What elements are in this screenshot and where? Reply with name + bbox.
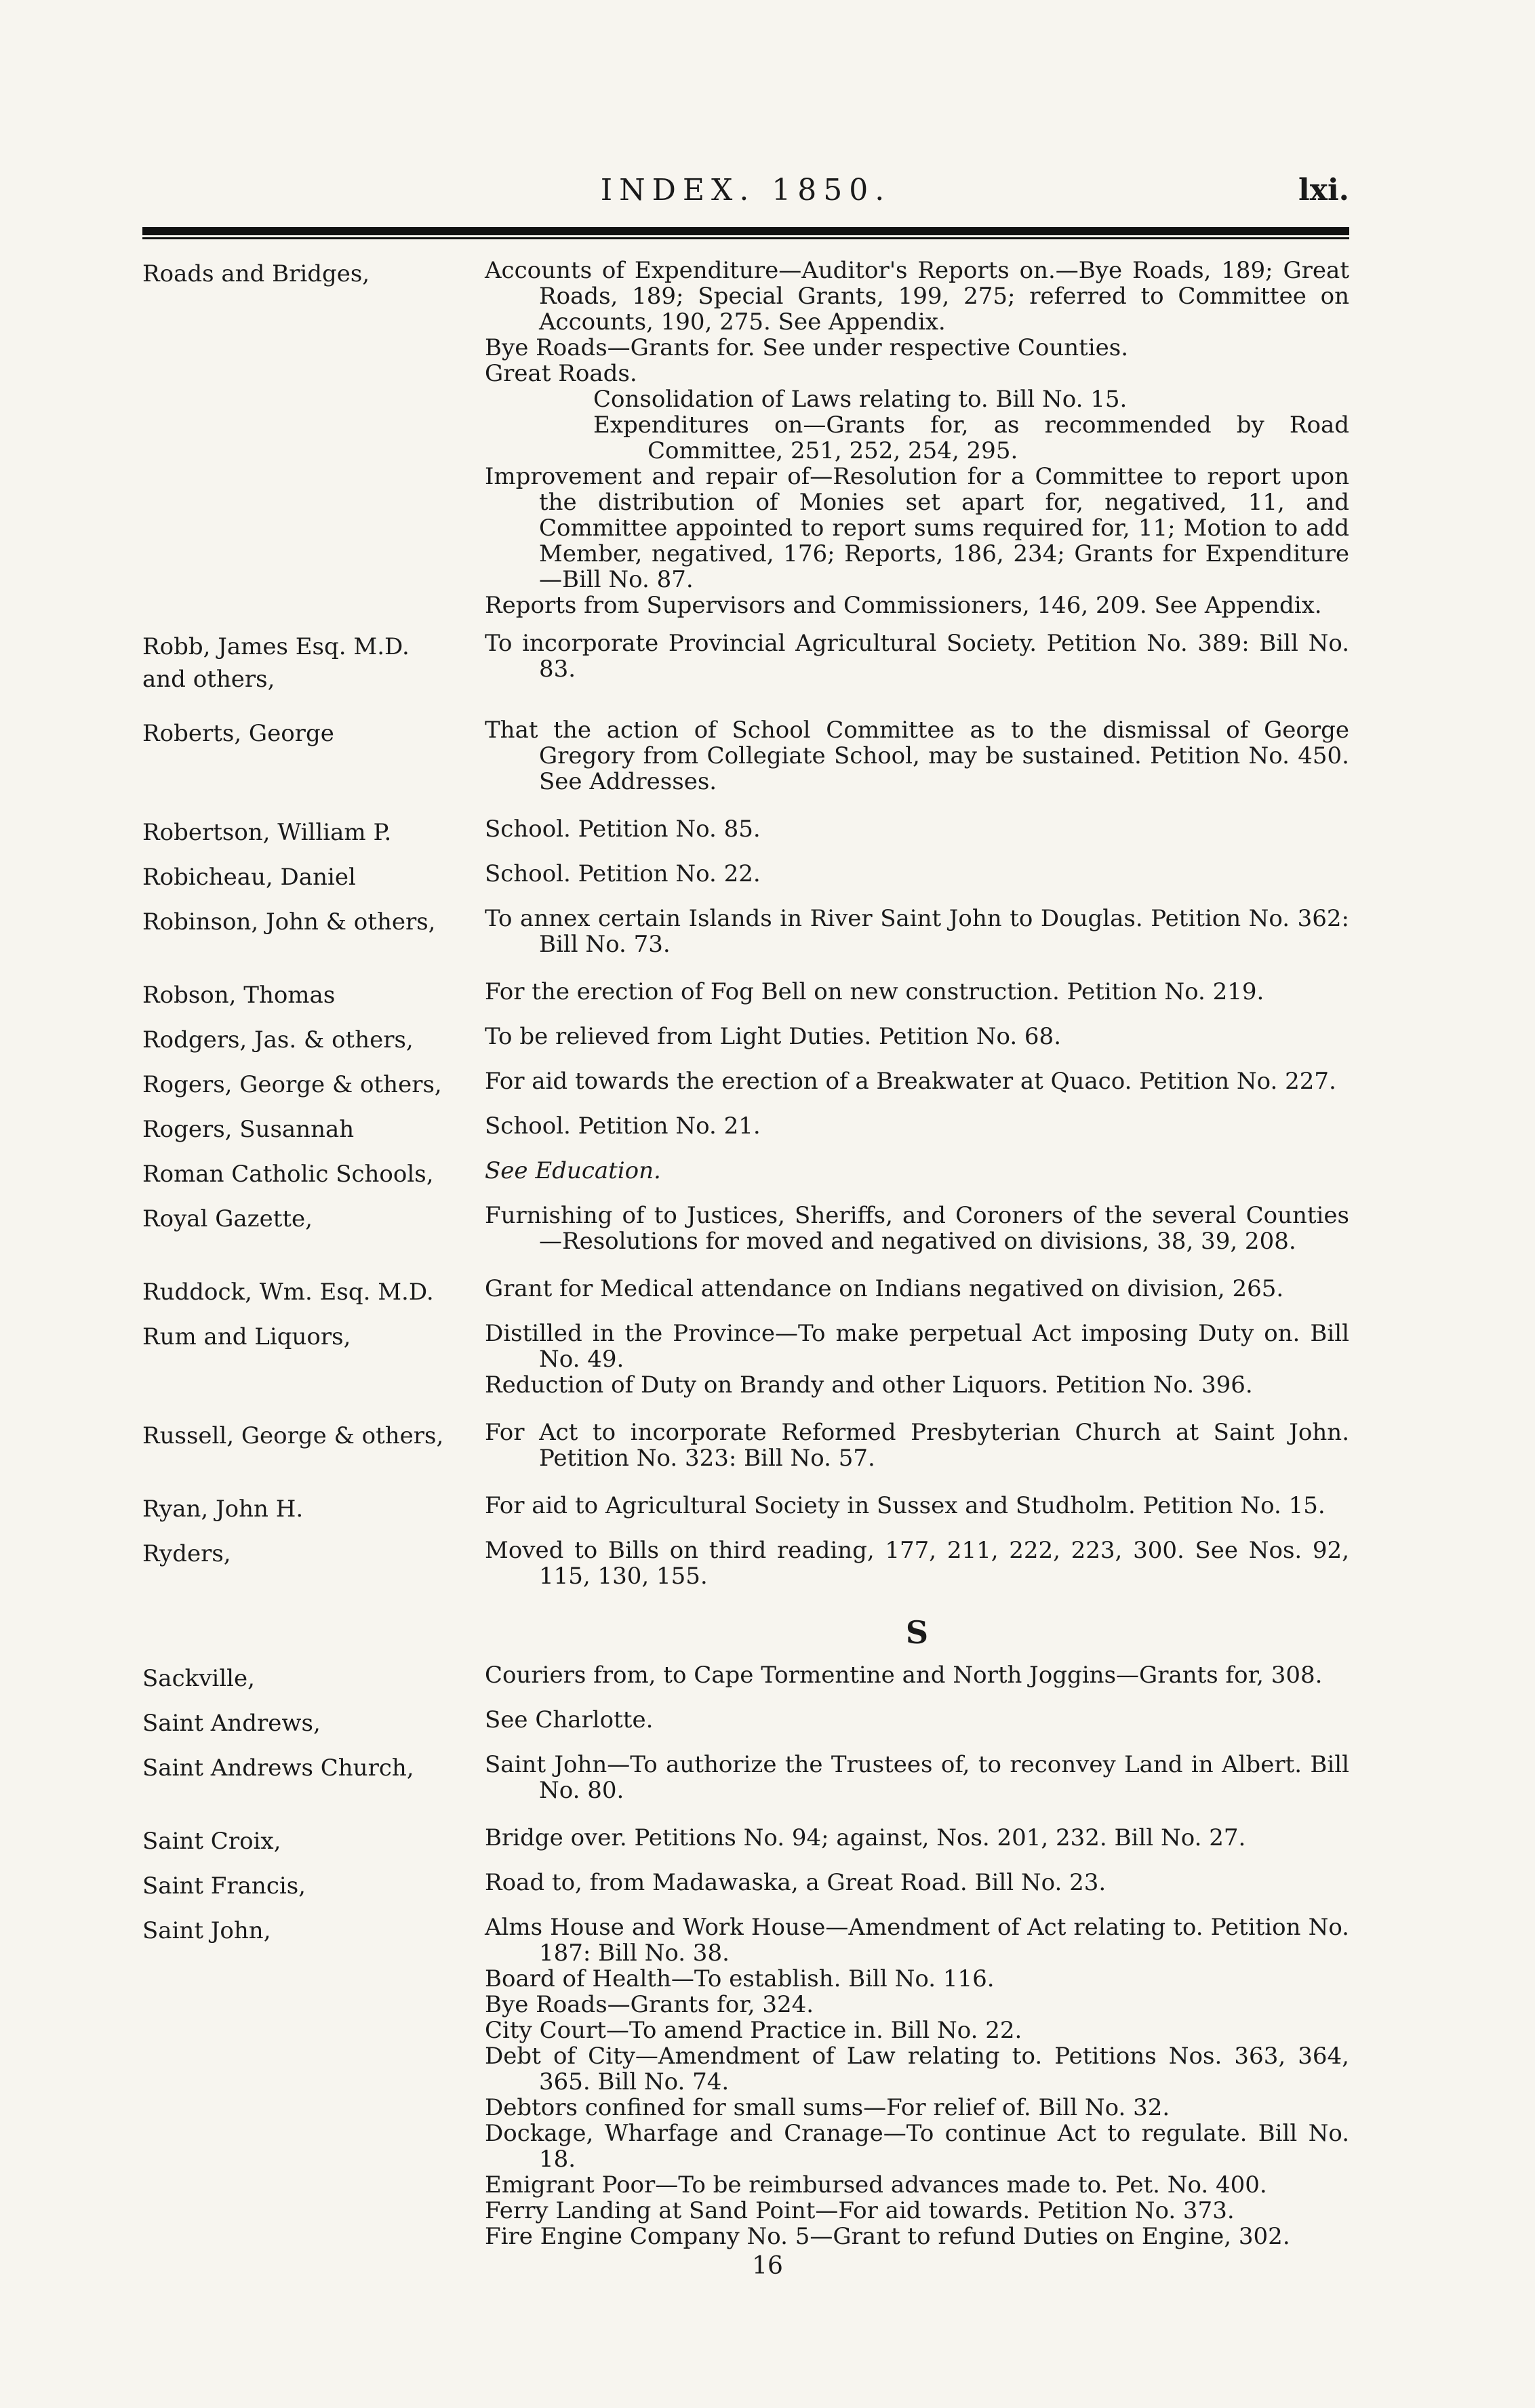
entry-body bbox=[485, 1321, 1349, 1398]
entry-line: Moved to Bills on third reading, 177, 211, 222, 223, 300. See Nos. 92, 115, 130, 155. bbox=[485, 1537, 1349, 1590]
page-title: INDEX. 1850. bbox=[600, 173, 892, 207]
entry-line: Couriers from, to Cape Tormentine and North Joggins—Grants for, 308. bbox=[485, 1662, 1323, 1689]
entry-body bbox=[485, 1203, 1349, 1254]
entry-body bbox=[485, 816, 1349, 849]
entry-body bbox=[485, 1662, 1349, 1695]
entry-line: Great Roads. bbox=[485, 360, 637, 387]
entry-name: Robicheau, Daniel bbox=[142, 864, 356, 891]
entry-body bbox=[485, 979, 1349, 1011]
entry-line: Board of Health—To establish. Bill No. 116. bbox=[485, 1965, 995, 1992]
index-entry-robinson bbox=[142, 906, 1349, 957]
entry-line: School. Petition No. 22. bbox=[485, 860, 761, 887]
entry-line: School. Petition No. 21. bbox=[485, 1112, 761, 1140]
entry-body bbox=[485, 1420, 1349, 1471]
entry-body bbox=[485, 1158, 1349, 1190]
index-entry-royal-gazette bbox=[142, 1203, 1349, 1254]
section-letter: S bbox=[905, 1614, 929, 1651]
entry-body bbox=[485, 1752, 1349, 1803]
index-entries bbox=[142, 258, 1349, 2249]
index-entry-rogers-susannah bbox=[142, 1113, 1349, 1146]
index-entry-rum-and-liquors bbox=[142, 1321, 1349, 1398]
entry-line: Ferry Landing at Sand Point—For aid towards. Petition No. 373. bbox=[485, 2197, 1235, 2224]
index-entry-ryders bbox=[142, 1538, 1349, 1589]
entry-name: Roberts, George bbox=[142, 720, 334, 747]
entry-name: Ryan, John H. bbox=[142, 1496, 304, 1523]
running-header bbox=[142, 173, 1349, 220]
entry-name: Royal Gazette, bbox=[142, 1205, 313, 1232]
entry-line: For aid to Agricultural Society in Sussex and Studholm. Petition No. 15. bbox=[485, 1492, 1325, 1519]
page-number: lxi. bbox=[1298, 173, 1349, 207]
signature-mark: 16 bbox=[752, 2252, 783, 2280]
entry-line: City Court—To amend Practice in. Bill No. 22. bbox=[485, 2017, 1022, 2044]
entry-line: Alms House and Work House—Amendment of Act relating to. Petition No. 187: Bill No. 38. bbox=[485, 1914, 1349, 1967]
entry-body bbox=[485, 630, 1349, 696]
entry-name: Sackville, bbox=[142, 1665, 255, 1692]
entry-subline: Expenditures on—Grants for, as recommended by Road Committee, 251, 252, 254, 295. bbox=[593, 412, 1349, 464]
entry-name: Robertson, William P. bbox=[142, 819, 392, 846]
entry-name: Rogers, George & others, bbox=[142, 1071, 442, 1098]
entry-body bbox=[485, 1538, 1349, 1589]
entry-subline: Consolidation of Laws relating to. Bill No. 15. bbox=[593, 386, 1128, 413]
entry-body bbox=[485, 258, 1349, 618]
entry-name: Robinson, John & others, bbox=[142, 908, 436, 936]
entry-body bbox=[485, 1113, 1349, 1146]
entry-line: See Education. bbox=[485, 1157, 661, 1184]
entry-line: Bye Roads—Grants for. See under respective Counties. bbox=[485, 334, 1129, 361]
entry-line: Furnishing of to Justices, Sheriffs, and Coroners of the several Counties—Resolutions for moved and negatived on divisions, 38, 39, 208. bbox=[485, 1202, 1349, 1255]
index-entry-saint-andrews bbox=[142, 1707, 1349, 1740]
index-entry-roman-catholic-schools bbox=[142, 1158, 1349, 1190]
entry-line: Distilled in the Province—To make perpetual Act imposing Duty on. Bill No. 49. bbox=[485, 1320, 1349, 1373]
index-entry-saint-john bbox=[142, 1914, 1349, 2249]
entry-body bbox=[485, 1707, 1349, 1740]
entry-line: For Act to incorporate Reformed Presbyterian Church at Saint John. Petition No. 323: Bill No. 57. bbox=[485, 1419, 1349, 1472]
entry-line: To be relieved from Light Duties. Petition No. 68. bbox=[485, 1023, 1061, 1050]
entry-name: Robb, James Esq. M.D. and others, bbox=[142, 633, 410, 693]
entry-body bbox=[485, 1276, 1349, 1308]
entry-body bbox=[485, 1914, 1349, 2249]
entry-body bbox=[485, 1493, 1349, 1525]
index-entry-robertson bbox=[142, 816, 1349, 849]
index-entry-saint-francis bbox=[142, 1870, 1349, 1902]
entry-line: To incorporate Provincial Agricultural Society. Petition No. 389: Bill No. 83. bbox=[485, 630, 1349, 683]
index-entry-ruddock bbox=[142, 1276, 1349, 1308]
entry-name: Saint Francis, bbox=[142, 1872, 306, 1900]
index-entry-robb bbox=[142, 630, 1349, 696]
entry-line: See Charlotte. bbox=[485, 1706, 654, 1733]
entry-line: For aid towards the erection of a Breakwater at Quaco. Petition No. 227. bbox=[485, 1068, 1336, 1095]
index-entry-saint-croix bbox=[142, 1825, 1349, 1858]
index-entry-roberts bbox=[142, 717, 1349, 795]
entry-name: Saint Andrews, bbox=[142, 1710, 321, 1737]
index-entry-sackville bbox=[142, 1662, 1349, 1695]
entry-body bbox=[485, 861, 1349, 894]
entry-body bbox=[485, 717, 1349, 795]
index-entry-saint-andrews-church bbox=[142, 1752, 1349, 1803]
index-entry-rogers-george bbox=[142, 1068, 1349, 1101]
entry-name: Saint Andrews Church, bbox=[142, 1754, 414, 1782]
entry-line: Reports from Supervisors and Commissioners, 146, 209. See Appendix. bbox=[485, 592, 1322, 619]
entry-name: Ruddock, Wm. Esq. M.D. bbox=[142, 1279, 434, 1306]
entry-line: Accounts of Expenditure—Auditor's Reports on.—Bye Roads, 189; Great Roads, 189; Special Grants, 199, 275; referred to Committee on Accounts, 190, 275. See Appendix. bbox=[485, 257, 1349, 336]
entry-name: Rum and Liquors, bbox=[142, 1323, 351, 1350]
index-entry-robson bbox=[142, 979, 1349, 1011]
index-entry-rodgers bbox=[142, 1024, 1349, 1056]
entry-line: To annex certain Islands in River Saint John to Douglas. Petition No. 362: Bill No. 73. bbox=[485, 905, 1349, 958]
index-entry-russell bbox=[142, 1420, 1349, 1471]
entry-name: Roman Catholic Schools, bbox=[142, 1161, 434, 1188]
entry-name: Russell, George & others, bbox=[142, 1422, 444, 1449]
entry-name: Saint Croix, bbox=[142, 1828, 281, 1855]
entry-body bbox=[485, 906, 1349, 957]
index-entry-roads-and-bridges bbox=[142, 258, 1349, 618]
entry-line: For the erection of Fog Bell on new construction. Petition No. 219. bbox=[485, 978, 1264, 1005]
entry-name: Rogers, Susannah bbox=[142, 1116, 355, 1143]
entry-body bbox=[485, 1068, 1349, 1101]
entry-name: Saint John, bbox=[142, 1917, 271, 1944]
entry-line: Road to, from Madawaska, a Great Road. Bill No. 23. bbox=[485, 1869, 1107, 1896]
entry-body bbox=[485, 1825, 1349, 1858]
entry-body bbox=[485, 1024, 1349, 1056]
entry-line: Reduction of Duty on Brandy and other Liquors. Petition No. 396. bbox=[485, 1371, 1253, 1399]
entry-line: Grant for Medical attendance on Indians negatived on division, 265. bbox=[485, 1275, 1284, 1302]
entry-line: Saint John—To authorize the Trustees of, to reconvey Land in Albert. Bill No. 80. bbox=[485, 1751, 1349, 1804]
entry-line: Fire Engine Company No. 5—Grant to refund Duties on Engine, 302. bbox=[485, 2223, 1290, 2250]
entry-line: Bye Roads—Grants for, 324. bbox=[485, 1991, 814, 2018]
index-entry-robicheau bbox=[142, 861, 1349, 894]
entry-line: Bridge over. Petitions No. 94; against, Nos. 201, 232. Bill No. 27. bbox=[485, 1824, 1246, 1851]
header-rule-thin bbox=[142, 237, 1349, 239]
entry-line: Emigrant Poor—To be reimbursed advances made to. Pet. No. 400. bbox=[485, 2171, 1267, 2199]
entry-name: Roads and Bridges, bbox=[142, 260, 370, 287]
entry-line: School. Petition No. 85. bbox=[485, 816, 761, 843]
entry-name: Rodgers, Jas. & others, bbox=[142, 1026, 414, 1054]
entry-line: Debtors confined for small sums—For relief of. Bill No. 32. bbox=[485, 2094, 1170, 2121]
index-entry-ryan bbox=[142, 1493, 1349, 1525]
entry-line: That the action of School Committee as to the dismissal of George Gregory from Collegiate School, may be sustained. Petition No. 450. See Addresses. bbox=[485, 717, 1349, 795]
header-rule-thick bbox=[142, 227, 1349, 235]
entry-line: Improvement and repair of—Resolution for a Committee to report upon the distribution of Monies set apart for, negatived, 11, and Committee appointed to report sums required for, 11; Motion to add Member, negatived, 176; Reports, 186, 234; Grants for Expenditure—Bill No. 87. bbox=[485, 463, 1349, 593]
entry-name: Ryders, bbox=[142, 1540, 231, 1567]
entry-line: Dockage, Wharfage and Cranage—To continue Act to regulate. Bill No. 18. bbox=[485, 2120, 1349, 2173]
entry-body bbox=[485, 1870, 1349, 1902]
entry-line: Debt of City—Amendment of Law relating to. Petitions Nos. 363, 364, 365. Bill No. 74. bbox=[485, 2043, 1349, 2095]
entry-name: Robson, Thomas bbox=[142, 982, 336, 1009]
